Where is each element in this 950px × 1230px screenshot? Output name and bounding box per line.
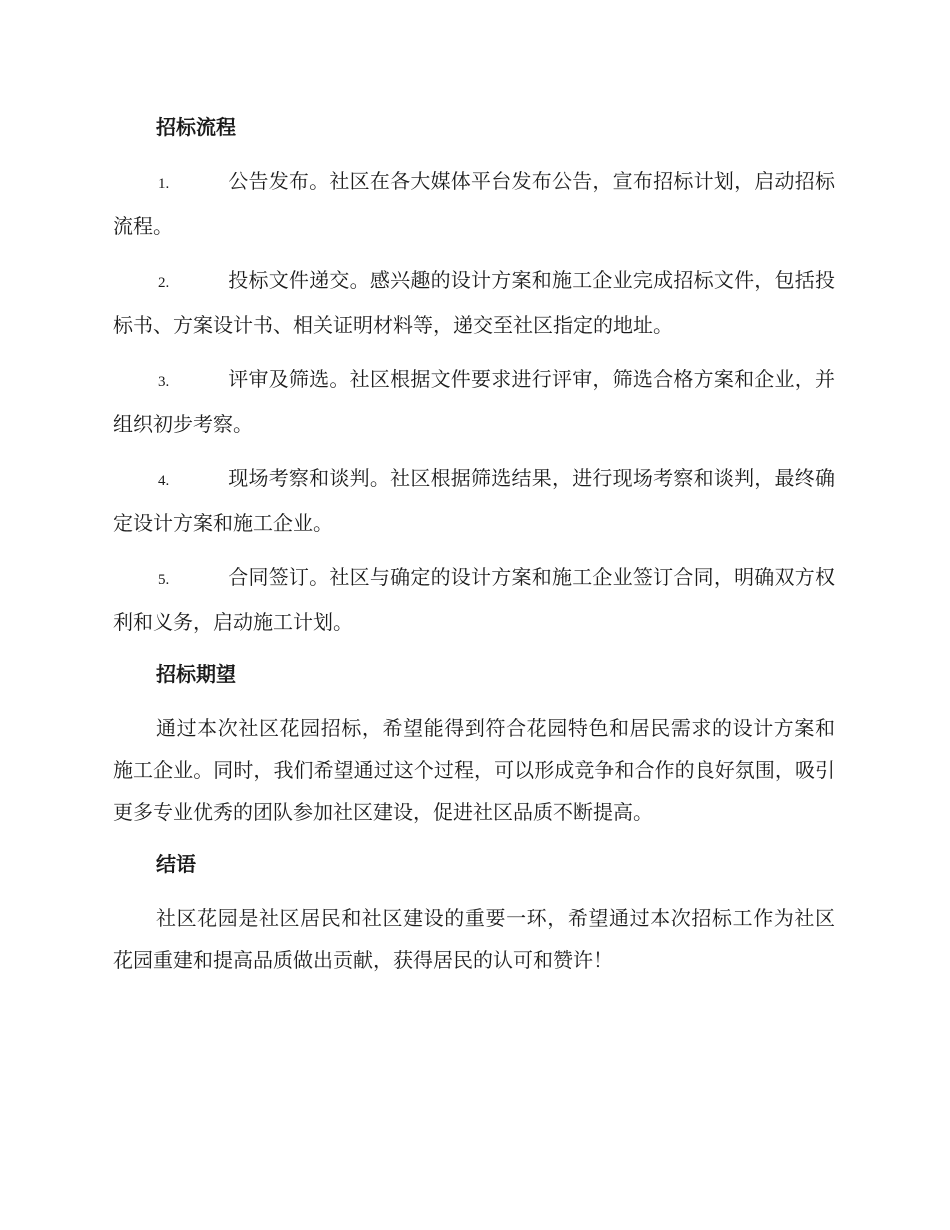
step-text: 公告发布。社区在各大媒体平台发布公告，宣布招标计划，启动招标流程。 [113,169,835,238]
step-number: 3. [158,374,170,390]
step-number: 5. [158,572,170,588]
step-number: 2. [158,275,170,291]
step-text: 评审及筛选。社区根据文件要求进行评审，筛选合格方案和企业，并组织初步考察。 [113,367,835,436]
document-page [113,108,835,993]
step-text: 合同签订。社区与确定的设计方案和施工企业签订合同，明确双方权利和义务，启动施工计划。 [113,565,835,634]
section-heading-conclusion: 结语 [156,852,196,876]
process-step-1 [113,160,835,247]
process-step-2 [113,259,835,346]
conclusion-paragraph: 社区花园是社区居民和社区建设的重要一环，希望通过本次招标工作为社区花园重建和提高品质做出贡献，获得居民的认可和赞许！ [113,906,835,972]
step-number: 4. [158,473,170,489]
process-step-5 [113,556,835,643]
expectation-paragraph: 通过本次社区花园招标，希望能得到符合花园特色和居民需求的设计方案和施工企业。同时，我们希望通过这个过程，可以形成竞争和合作的良好氛围，吸引更多专业优秀的团队参加社区建设，促进社区品质不断提高。 [113,716,835,824]
step-text: 现场考察和谈判。社区根据筛选结果，进行现场考察和谈判，最终确定设计方案和施工企业。 [113,466,835,535]
step-text: 投标文件递交。感兴趣的设计方案和施工企业完成招标文件，包括投标书、方案设计书、相关证明材料等，递交至社区指定的地址。 [113,268,835,337]
step-number: 1. [158,176,170,192]
section-heading-expectation: 招标期望 [156,662,236,686]
process-step-4 [113,457,835,544]
process-step-3 [113,358,835,445]
section-heading-process: 招标流程 [156,115,236,139]
